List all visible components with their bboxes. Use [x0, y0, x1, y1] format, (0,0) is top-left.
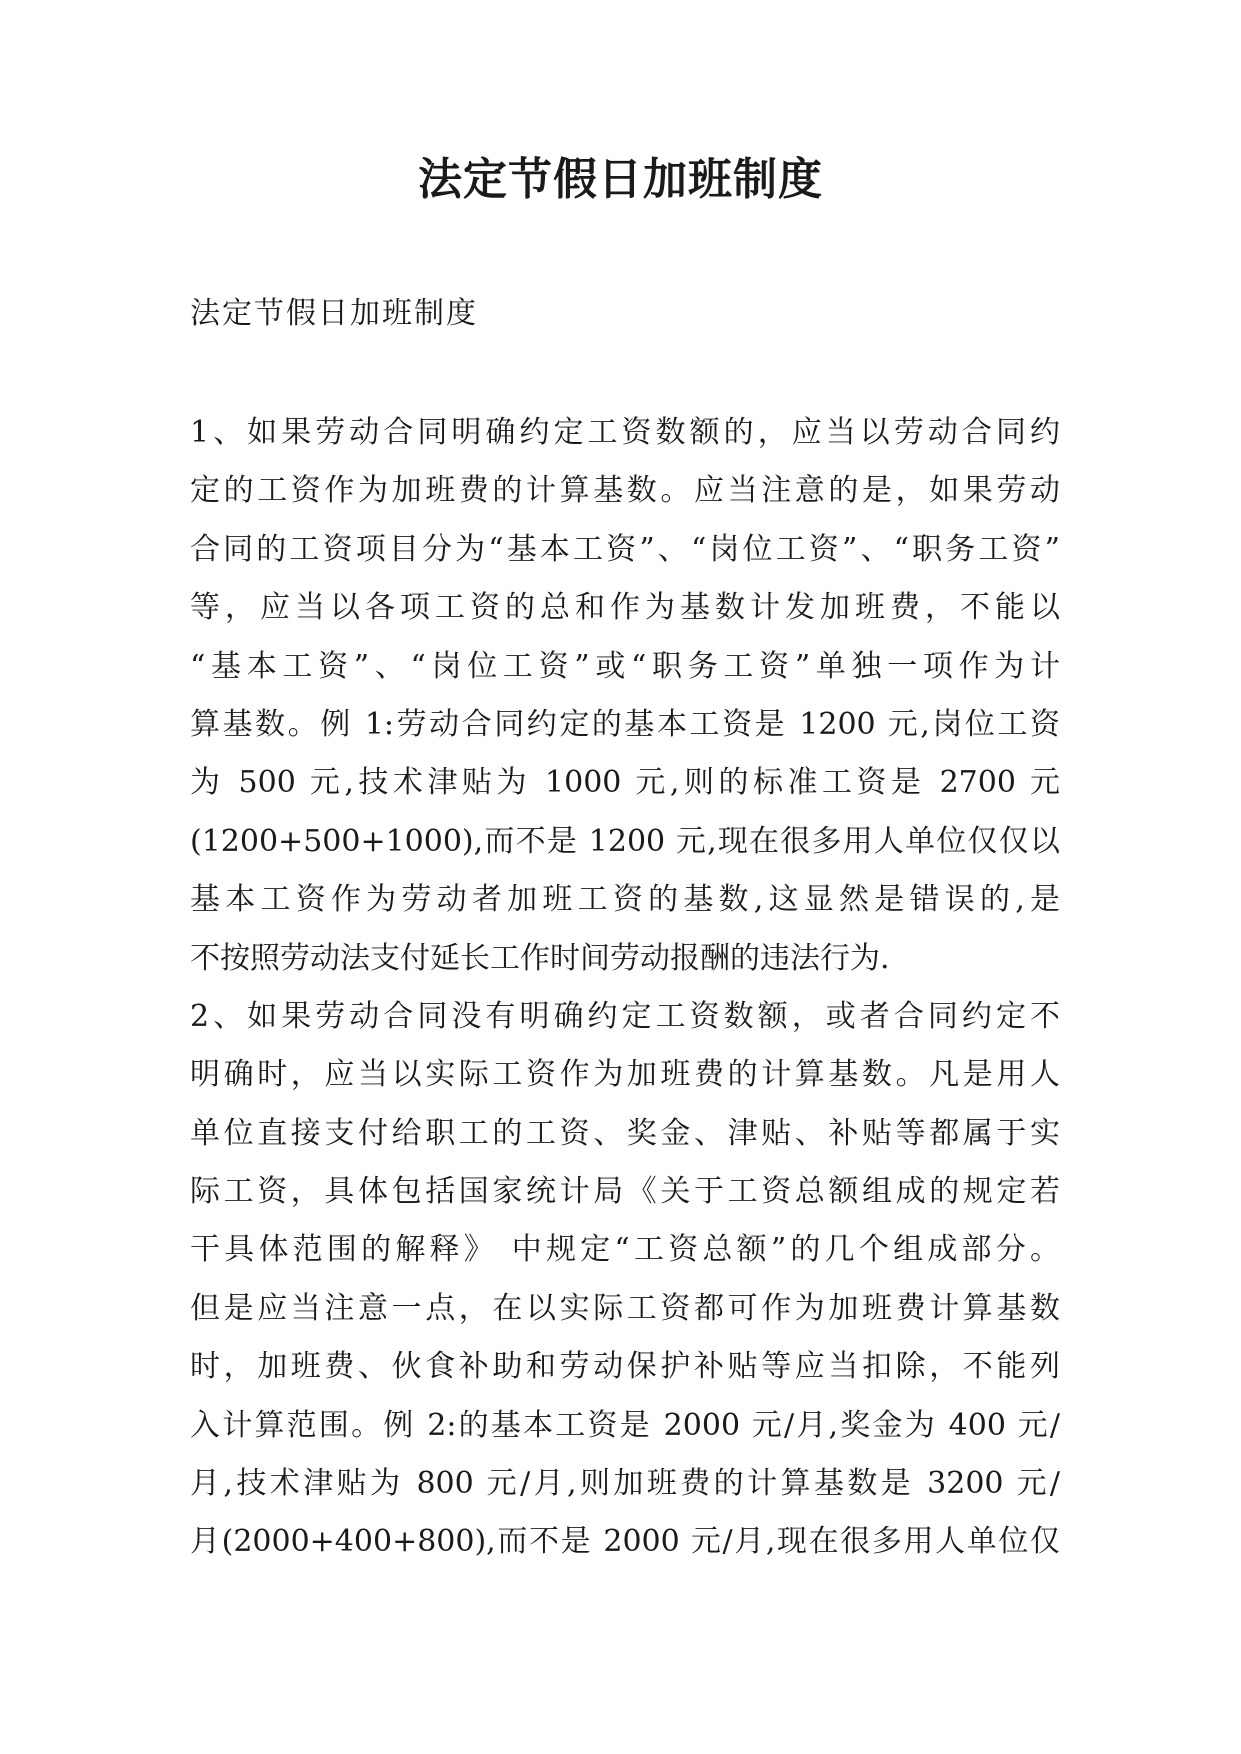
- document-subtitle: 法定节假日加班制度: [190, 296, 478, 331]
- body-line: 基本工资作为劳动者加班工资的基数,这显然是错误的,是: [190, 882, 1060, 918]
- body-line: 明确时，应当以实际工资作为加班费的计算基数。凡是用人: [190, 1057, 1060, 1093]
- body-line: 合同的工资项目分为“基本工资”、“岗位工资”、“职务工资”: [190, 531, 1060, 567]
- body-line: 月,技术津贴为 800 元/月,则加班费的计算基数是 3200 元/: [190, 1466, 1060, 1502]
- body-line: 2、如果劳动合同没有明确约定工资数额，或者合同约定不: [190, 998, 1060, 1034]
- body-line: 但是应当注意一点，在以实际工资都可作为加班费计算基数: [190, 1290, 1060, 1326]
- body-line: 定的工资作为加班费的计算基数。应当注意的是，如果劳动: [190, 473, 1060, 509]
- body-line: (1200+500+1000),而不是 1200 元,现在很多用人单位仅仅以: [190, 823, 1060, 859]
- document-body: [190, 404, 1060, 1572]
- body-line: 时，加班费、伙食补助和劳动保护补贴等应当扣除，不能列: [190, 1349, 1060, 1385]
- body-line: “基本工资”、“岗位工资”或“职务工资”单独一项作为计: [190, 648, 1060, 684]
- body-line: 算基数。例 1:劳动合同约定的基本工资是 1200 元,岗位工资: [190, 706, 1060, 742]
- body-line: 单位直接支付给职工的工资、奖金、津贴、补贴等都属于实: [190, 1115, 1060, 1151]
- body-line: 入计算范围。例 2:的基本工资是 2000 元/月,奖金为 400 元/: [190, 1407, 1060, 1443]
- body-line: 1、如果劳动合同明确约定工资数额的，应当以劳动合同约: [190, 415, 1060, 450]
- body-line: 际工资，具体包括国家统计局《关于工资总额组成的规定若: [190, 1174, 1060, 1210]
- document-title: 法定节假日加班制度: [418, 154, 823, 205]
- body-line: 为 500 元,技术津贴为 1000 元,则的标准工资是 2700 元: [190, 765, 1060, 801]
- body-line: 等，应当以各项工资的总和作为基数计发加班费，不能以: [190, 590, 1060, 626]
- body-line: 不按照劳动法支付延长工作时间劳动报酬的违法行为.: [190, 940, 890, 976]
- body-line: 干具体范围的解释》 中规定“工资总额”的几个组成部分。: [190, 1232, 1060, 1268]
- body-line: 月(2000+400+800),而不是 2000 元/月,现在很多用人单位仅: [190, 1524, 1060, 1560]
